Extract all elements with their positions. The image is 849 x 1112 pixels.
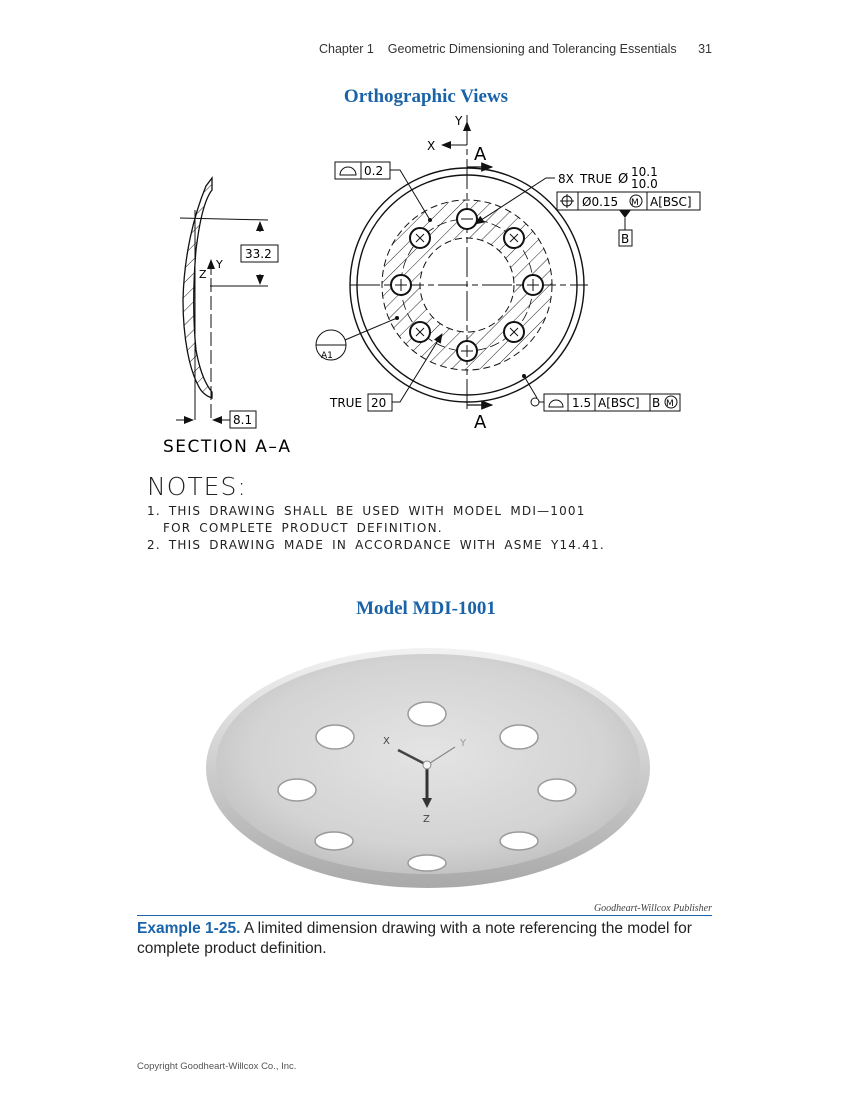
svg-text:TRUE: TRUE xyxy=(580,172,613,186)
section-view xyxy=(163,178,292,457)
svg-text:A[BSC]: A[BSC] xyxy=(598,396,640,410)
section-depth-dim: 8.1 xyxy=(233,413,253,427)
x-axis-label: X xyxy=(427,139,436,153)
note-1: 1. THIS DRAWING SHALL BE USED WITH MODEL MDI—1001 xyxy=(147,504,586,518)
section-label: SECTION A–A xyxy=(163,437,292,457)
svg-text:M: M xyxy=(666,399,674,409)
copyright-footer: Copyright Goodheart-Willcox Co., Inc. xyxy=(137,1061,297,1072)
svg-text:M: M xyxy=(631,198,639,208)
svg-text:TRUE: TRUE xyxy=(330,396,363,410)
section-marker-top: A xyxy=(474,144,487,165)
svg-text:10.1: 10.1 xyxy=(631,165,658,179)
svg-text:Ø: Ø xyxy=(618,172,629,187)
section-z-label: Z xyxy=(199,268,207,281)
section-height-dim: 33.2 xyxy=(245,247,272,261)
page-number: 31 xyxy=(698,42,712,56)
svg-text:8X: 8X xyxy=(558,172,574,186)
orthographic-drawing xyxy=(0,0,849,470)
svg-text:10.0: 10.0 xyxy=(631,177,658,191)
datum-target-a1 xyxy=(316,316,399,361)
note-2-line-1: THIS DRAWING MADE IN ACCORDANCE WITH ASME Y14.41. xyxy=(168,538,605,552)
figure-caption-text: A limited dimension drawing with a note referencing the model for complete product definition. xyxy=(137,920,692,957)
svg-text:A1: A1 xyxy=(321,351,333,361)
svg-text:Ø0.15: Ø0.15 xyxy=(582,195,619,209)
position-fcf xyxy=(557,192,700,246)
figure-credit: Goodheart-Willcox Publisher xyxy=(593,903,712,914)
chapter-title: Geometric Dimensioning and Tolerancing Essentials xyxy=(387,42,677,56)
svg-text:0.2: 0.2 xyxy=(364,164,384,178)
figure-label: Example 1-25. xyxy=(137,920,241,937)
figure-caption xyxy=(137,919,717,959)
triad-x-label: X xyxy=(383,736,390,747)
note-1-line-2: FOR COMPLETE PRODUCT DEFINITION. xyxy=(163,521,443,535)
caption-divider xyxy=(137,915,712,916)
note-1-line-1: THIS DRAWING SHALL BE USED WITH MODEL MDI—1001 xyxy=(168,504,586,518)
triad-y-label: Y xyxy=(460,738,467,749)
model-title: Model MDI-1001 xyxy=(356,598,496,619)
front-view xyxy=(316,114,700,433)
svg-text:A[BSC]: A[BSC] xyxy=(650,195,692,209)
svg-text:20: 20 xyxy=(371,396,387,410)
section-y-label: Y xyxy=(216,258,223,271)
notes-heading: NOTES: xyxy=(147,472,247,501)
triad-z-label: Z xyxy=(423,814,430,825)
svg-text:1.5: 1.5 xyxy=(572,396,592,410)
chapter-label: Chapter 1 xyxy=(318,42,374,56)
orthographic-views-title: Orthographic Views xyxy=(343,86,509,107)
model-rendering xyxy=(200,630,660,890)
y-axis-label: Y xyxy=(455,114,463,128)
svg-text:B: B xyxy=(652,396,661,410)
profile-fcf-outer xyxy=(522,374,680,411)
section-marker-bottom: A xyxy=(474,412,487,433)
note-2: 2. THIS DRAWING MADE IN ACCORDANCE WITH ASME Y14.41. xyxy=(147,538,605,552)
svg-text:B: B xyxy=(621,232,630,246)
